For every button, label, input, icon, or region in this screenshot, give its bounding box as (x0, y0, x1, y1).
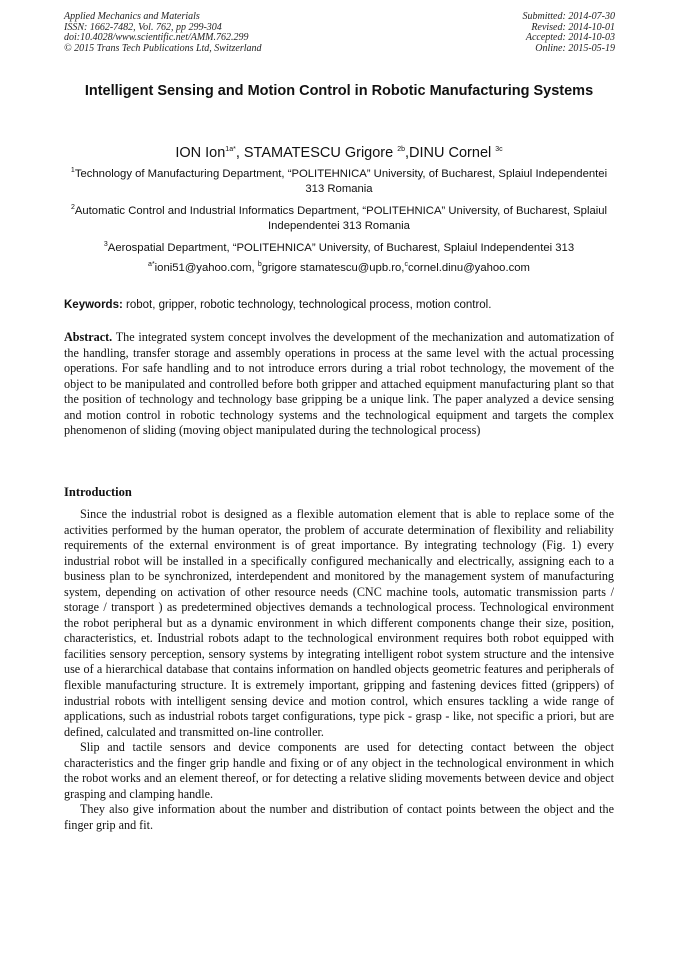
affiliation-sup: 1 (70, 167, 75, 175)
affiliation-text: Automatic Control and Industrial Informatics Department, “POLITEHNICA” University, of Bucharest, Splaiul Independentei 313 Romania (74, 205, 608, 232)
email-address: ioni51@yahoo.com, (154, 262, 258, 274)
submitted-date: Submitted: 2014-07-30 (522, 11, 615, 22)
author-sup: 2b (397, 146, 406, 154)
abstract-text: The integrated system concept involves the development of the mechanization and automatization of the handling, transfer storage and assembly operations in process at the same level with the actual processing operations. For safe handling and to not introduce errors during a trial robot technology, the movement of the object to be manipulated and controlled before both gripper and attached equipment manufacturing plant so that the position of technology and technology base gripping be a unique link. The paper analyzed a device sensing and motion control in robotic technology systems and the technological equipment and targets the complex phenomenon of sliding (moving object manipulated during the technological process) (64, 330, 614, 438)
online-date: Online: 2015-05-19 (535, 42, 615, 54)
affiliation-sup: 3 (103, 241, 108, 249)
affiliation-text: Technology of Manufacturing Department, “POLITEHNICA” University, of Bucharest, Splaiul Independentei 313 Romania (74, 168, 608, 195)
accepted-date: Accepted: 2014-10-03 (525, 32, 615, 44)
journal-name: Applied Mechanics and Materials (64, 11, 200, 22)
issn-line: ISSN: 1662-7482, Vol. 762, pp 299-304 (64, 21, 222, 33)
keywords (64, 299, 624, 311)
keywords-text: robot, gripper, robotic technology, technological process, motion control. (122, 299, 492, 311)
doi-line: doi:10.4028/www.scientific.net/AMM.762.299 (64, 32, 249, 44)
affiliation-3 (64, 241, 614, 256)
author-name: ,DINU Cornel (405, 145, 496, 161)
revised-date: Revised: 2014-10-01 (531, 21, 615, 33)
author-sup: 1a* (225, 146, 236, 154)
journal-header-right (523, 12, 616, 54)
author-name: , STAMATESCU Grigore (235, 145, 398, 161)
email-address: grigore stamatescu@upb.ro, (261, 262, 405, 274)
introduction-body (64, 507, 614, 833)
author-name: ION Ion (175, 145, 226, 161)
paragraph: Slip and tactile sensors and device components are used for detecting contact between the object characteristics and the finger grip handle and fixing or of any object in the technological environment in which the robot works and an element thereof, or for detecting a relative sliding movements between device and object grasping and clamping handle. (64, 740, 614, 801)
copyright-line: © 2015 Trans Tech Publications Ltd, Switzerland (64, 42, 262, 54)
email-sup: c (404, 261, 408, 269)
email-sup: b (257, 261, 262, 269)
abstract (64, 330, 614, 439)
paragraph: Since the industrial robot is designed as a flexible automation element that is able to replace some of the activities performed by the human operator, the problem of accurate determination of flexibility and reliability requirements of the external environment is of great importance. By integrating technology (Fig. 1) every industrial robot will be installed in a specifically configured mechanically and electrically, assigning each to a business plan to be synchronized, interdependent and monitored by the management system of manufacturing system, depending on activation of other resource needs (CNC machine tools, automatic transmission parts / storage / transport ) as predetermined objectives demands a technological process. Technological environment the robot peripheral but as a dynamic environment in which different components change their size, position, characteristics, et. Industrial robots adapt to the technological environment requires both robot equipped with facilities sensory perception, sensory systems by integrating intelligent robot system structure and the intensive use of a hierarchical database that contains information on handled objects geometric features and peripherals of flexible manufacturing structure. It is extremely important, gripping and fastening devices fitted (grippers) of industrial robots with intelligent sensing device and motion control, which ensures tackling a wide range of applications, such as industrial robots target configurations, type pick - grasp - like, not specific a priori, but are defined, calculated and transmitted on-line controller. (64, 507, 614, 739)
email-address: cornel.dinu@yahoo.com (407, 262, 530, 274)
paper-title: Intelligent Sensing and Motion Control in Robotic Manufacturing Systems (84, 83, 594, 99)
journal-header-left (64, 12, 262, 54)
author-sup: 3c (495, 146, 503, 154)
affiliation-sup: 2 (70, 204, 75, 212)
affiliation-text: Aerospatial Department, “POLITEHNICA” University, of Bucharest, Splaiul Independentei 313 (107, 242, 575, 254)
keywords-label: Keywords: (64, 299, 123, 311)
author-list (64, 145, 614, 161)
affiliation-2 (64, 204, 614, 234)
email-list (64, 261, 614, 276)
abstract-label: Abstract. (64, 330, 113, 344)
affiliation-1 (64, 167, 614, 197)
email-sup: a* (148, 261, 155, 269)
paragraph: They also give information about the number and distribution of contact points between the object and the finger grip and fit. (64, 802, 614, 832)
section-heading: Introduction (64, 485, 132, 499)
